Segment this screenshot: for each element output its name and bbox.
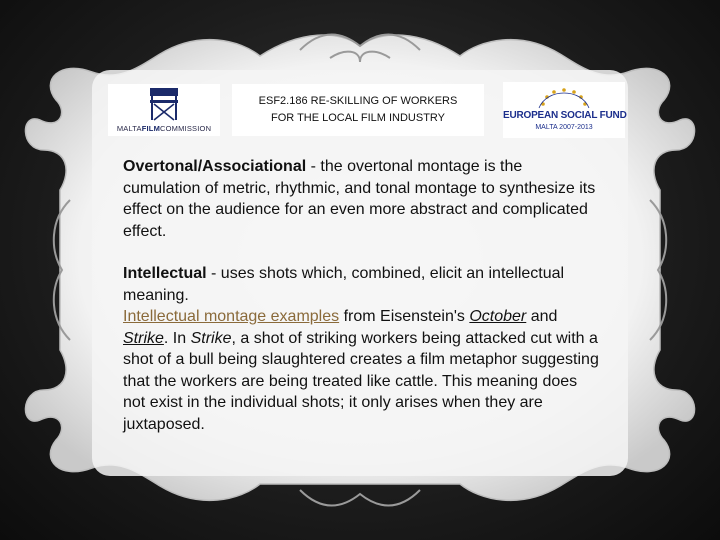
mfc-logo-text: MALTAFILMCOMMISSION bbox=[116, 124, 212, 133]
header-line-2: FOR THE LOCAL FILM INDUSTRY bbox=[271, 112, 445, 124]
text-segment: from Eisenstein's bbox=[339, 308, 470, 325]
film-title-strike: Strike bbox=[123, 329, 164, 347]
intellectual-description: - uses shots which, combined, elicit an intellectual meaning. bbox=[123, 265, 565, 304]
term-overtonal: Overtonal/Associational bbox=[123, 158, 307, 175]
film-title-october: October bbox=[469, 308, 527, 325]
text-segment: , a shot of striking workers being attacked cut with a shot of a bull being slaughtered creates a film metaphor suggesting that the workers are being treated like cattle. This meaning does not exist in the individual shots; it only arises when they are juxtaposed. bbox=[123, 329, 599, 433]
header-line-1: ESF2.186 RE-SKILLING OF WORKERS bbox=[258, 95, 458, 107]
paragraph-overtonal bbox=[123, 156, 603, 242]
european-social-fund-logo bbox=[503, 82, 625, 138]
overtonal-description: - the overtonal montage is the cumulation of metric, rhythmic, and tonal montage to synthesize its effect on the audience for an even more abstract and complicated effect. bbox=[123, 158, 596, 240]
text-segment: . In bbox=[163, 329, 191, 347]
malta-film-commission-logo bbox=[108, 84, 220, 136]
intellectual-montage-link[interactable]: Intellectual montage examples bbox=[123, 308, 340, 325]
slide-body bbox=[123, 156, 603, 435]
film-title-strike-2: Strike bbox=[190, 329, 232, 347]
paragraph-intellectual bbox=[123, 263, 603, 435]
text-segment: and bbox=[526, 308, 558, 325]
term-intellectual: Intellectual bbox=[123, 265, 207, 282]
esf-subtitle: MALTA 2007-2013 bbox=[535, 124, 593, 131]
header-title-box bbox=[232, 84, 484, 136]
esf-title: EUROPEAN SOCIAL FUND bbox=[503, 110, 627, 121]
directors-chair-icon bbox=[142, 86, 186, 122]
